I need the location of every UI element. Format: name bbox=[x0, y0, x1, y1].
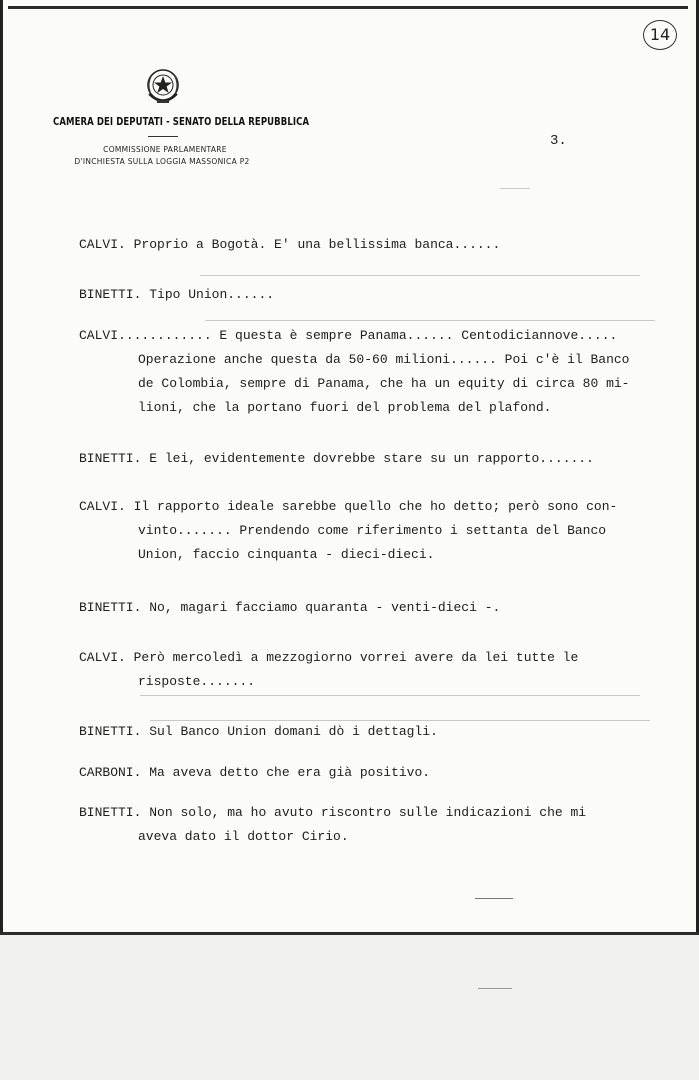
italian-republic-emblem-icon bbox=[143, 64, 183, 108]
entry-text: E lei, evidentemente dovrebbe stare su un rapporto....... bbox=[149, 451, 594, 466]
letterhead-title: CAMERA DEI DEPUTATI - SENATO DELLA REPUBBLICA bbox=[53, 116, 310, 129]
entry-text: Operazione anche questa da 50-60 milioni...... Poi c'è il Banco bbox=[138, 352, 630, 367]
entry-text: lioni, che la portano fuori del problema del plafond. bbox=[138, 400, 552, 415]
entry-text: Il rapporto ideale sarebbe quello che ho detto; però sono con- bbox=[133, 499, 618, 514]
entry-text: ........... E questa è sempre Panama...... Centodiciannove..... bbox=[125, 328, 618, 343]
scan-lower-sheet bbox=[0, 932, 699, 1080]
scan-top-edge bbox=[8, 6, 688, 9]
entry-text: Union, faccio cinquanta - dieci-dieci. bbox=[138, 547, 435, 562]
transcript-entry bbox=[79, 596, 679, 620]
lower-sheet-mark bbox=[478, 988, 512, 989]
entry-text: de Colombia, sempre di Panama, che ha un equity di circa 80 mi- bbox=[138, 376, 630, 391]
speaker-label: BINETTI. bbox=[79, 451, 142, 466]
show-through-line bbox=[500, 188, 530, 189]
speaker-label: CARBONI. bbox=[79, 765, 142, 780]
transcript-entry bbox=[79, 761, 679, 785]
show-through-line bbox=[140, 695, 640, 696]
transcript-entry bbox=[79, 801, 679, 849]
letterhead-commission-line1: COMMISSIONE PARLAMENTARE bbox=[103, 145, 227, 154]
transcript-entry bbox=[79, 720, 679, 744]
transcript-entry bbox=[79, 646, 679, 694]
transcript-entry bbox=[79, 324, 679, 420]
scan-left-edge bbox=[0, 0, 3, 1080]
speaker-label: CALVI. bbox=[79, 650, 126, 665]
show-through-line bbox=[205, 320, 655, 321]
entry-text: Tipo Union...... bbox=[149, 287, 275, 302]
circled-page-annotation: 14 bbox=[643, 20, 677, 50]
page-end-mark bbox=[475, 898, 513, 899]
show-through-line bbox=[200, 275, 640, 276]
entry-text: aveva dato il dottor Cirio. bbox=[138, 829, 349, 844]
speaker-label: BINETTI. bbox=[79, 805, 142, 820]
entry-text: vinto....... Prendendo come riferimento i settanta del Banco bbox=[138, 523, 607, 538]
speaker-label: CALVI. bbox=[79, 328, 126, 343]
speaker-label: BINETTI. bbox=[79, 724, 142, 739]
speaker-label: BINETTI. bbox=[79, 287, 142, 302]
speaker-label: CALVI. bbox=[79, 499, 126, 514]
entry-text: Però mercoledì a mezzogiorno vorrei avere da lei tutte le bbox=[133, 650, 579, 665]
entry-text: Non solo, ma ho avuto riscontro sulle indicazioni che mi bbox=[149, 805, 587, 820]
transcript-entry bbox=[79, 283, 679, 307]
speaker-label: BINETTI. bbox=[79, 600, 142, 615]
letterhead-divider bbox=[148, 136, 178, 137]
entry-text: No, magari facciamo quaranta - venti-dieci -. bbox=[149, 600, 501, 615]
speaker-label: CALVI. bbox=[79, 237, 126, 252]
transcript-entry bbox=[79, 495, 679, 567]
page-number: 3. bbox=[550, 133, 567, 149]
transcript-entry bbox=[79, 233, 679, 257]
letterhead-commission-line2: D'INCHIESTA SULLA LOGGIA MASSONICA P2 bbox=[74, 157, 250, 166]
entry-text: Sul Banco Union domani dò i dettagli. bbox=[149, 724, 438, 739]
entry-text: Ma aveva detto che era già positivo. bbox=[149, 765, 431, 780]
entry-text: Proprio a Bogotà. E' una bellissima banca...... bbox=[133, 237, 501, 252]
transcript-entry bbox=[79, 447, 679, 471]
entry-text: risposte....... bbox=[138, 674, 256, 689]
